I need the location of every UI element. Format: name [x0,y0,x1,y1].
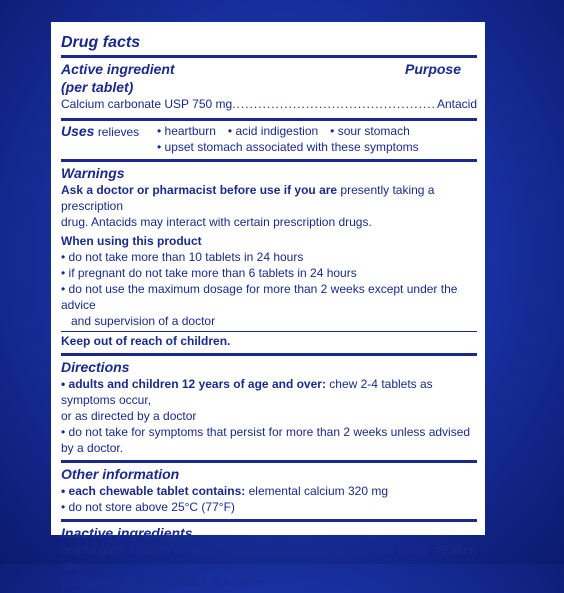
uses-section [61,121,477,158]
drug-facts-panel [51,22,485,589]
inactive-ingredients-section [61,522,477,593]
warning-item: • if pregnant do not take more than 6 tablets in 24 hours [61,266,357,280]
uses-heading: Uses [61,123,95,139]
warnings-heading: Warnings [61,165,125,181]
use-item: • upset stomach associated with these symptoms [157,140,419,154]
drug-facts-title: Drug facts [61,34,141,51]
use-item: • sour stomach [330,124,410,138]
use-item: • heartburn [157,124,216,138]
directions-heading: Directions [61,359,130,375]
uses-intro: relieves [97,125,140,139]
when-using-heading: When using this product [61,234,202,248]
directions-text-cont: or as directed by a doctor [61,409,197,423]
ingredient-row [61,96,477,114]
warning-item-cont: and supervision of a doctor [71,314,216,328]
per-tablet-label: (per tablet) [61,79,134,95]
active-ingredient-section [61,58,477,117]
directions-item: • do not take for symptoms that persist for more than 2 weeks unless advised by a doctor. [61,425,471,455]
other-information-heading: Other information [61,466,180,482]
purpose-heading: Purpose [404,61,461,77]
keep-out-text: Keep out of reach of children. [61,334,231,348]
active-ingredient-heading: Active ingredient [61,61,175,77]
inactive-ingredients-heading: Inactive ingredients [61,525,193,541]
directions-bold: • adults and children 12 years of age and over: [61,377,326,391]
warning-item: • do not take more than 10 tablets in 24 hours [61,250,304,264]
use-item: • acid indigestion [227,124,319,138]
other-item: • do not store above 25°C (77°F) [61,500,235,514]
inactive-ingredients-text-cont: (tartrazine), flavors, sorbitol, sucralose [61,575,265,589]
ask-doctor-text-cont: drug. Antacids may interact with certain prescription drugs. [61,215,372,229]
other-bold: • each chewable tablet contains: [61,484,246,498]
ingredient-purpose: Antacid [436,97,477,111]
dot-leader [232,96,437,112]
ask-doctor-text: presently taking a prescription [61,183,435,213]
inactive-ingredients-text: acacia gum, calcium stearate, FD&C red #40 alum lake, FD&C yellow #5 alum lake [61,543,477,573]
directions-text: chew 2-4 tablets as symptoms occur, [61,377,433,407]
ask-doctor-bold: Ask a doctor or pharmacist before use if you are [61,183,338,197]
directions-section [61,356,477,459]
warnings-section [61,162,477,352]
other-text: elemental calcium 320 mg [245,484,388,498]
ingredient-name: Calcium carbonate USP 750 mg [61,97,233,111]
warning-item: • do not use the maximum dosage for more than 2 weeks except under the advice [61,282,458,312]
other-information-section [61,463,477,518]
